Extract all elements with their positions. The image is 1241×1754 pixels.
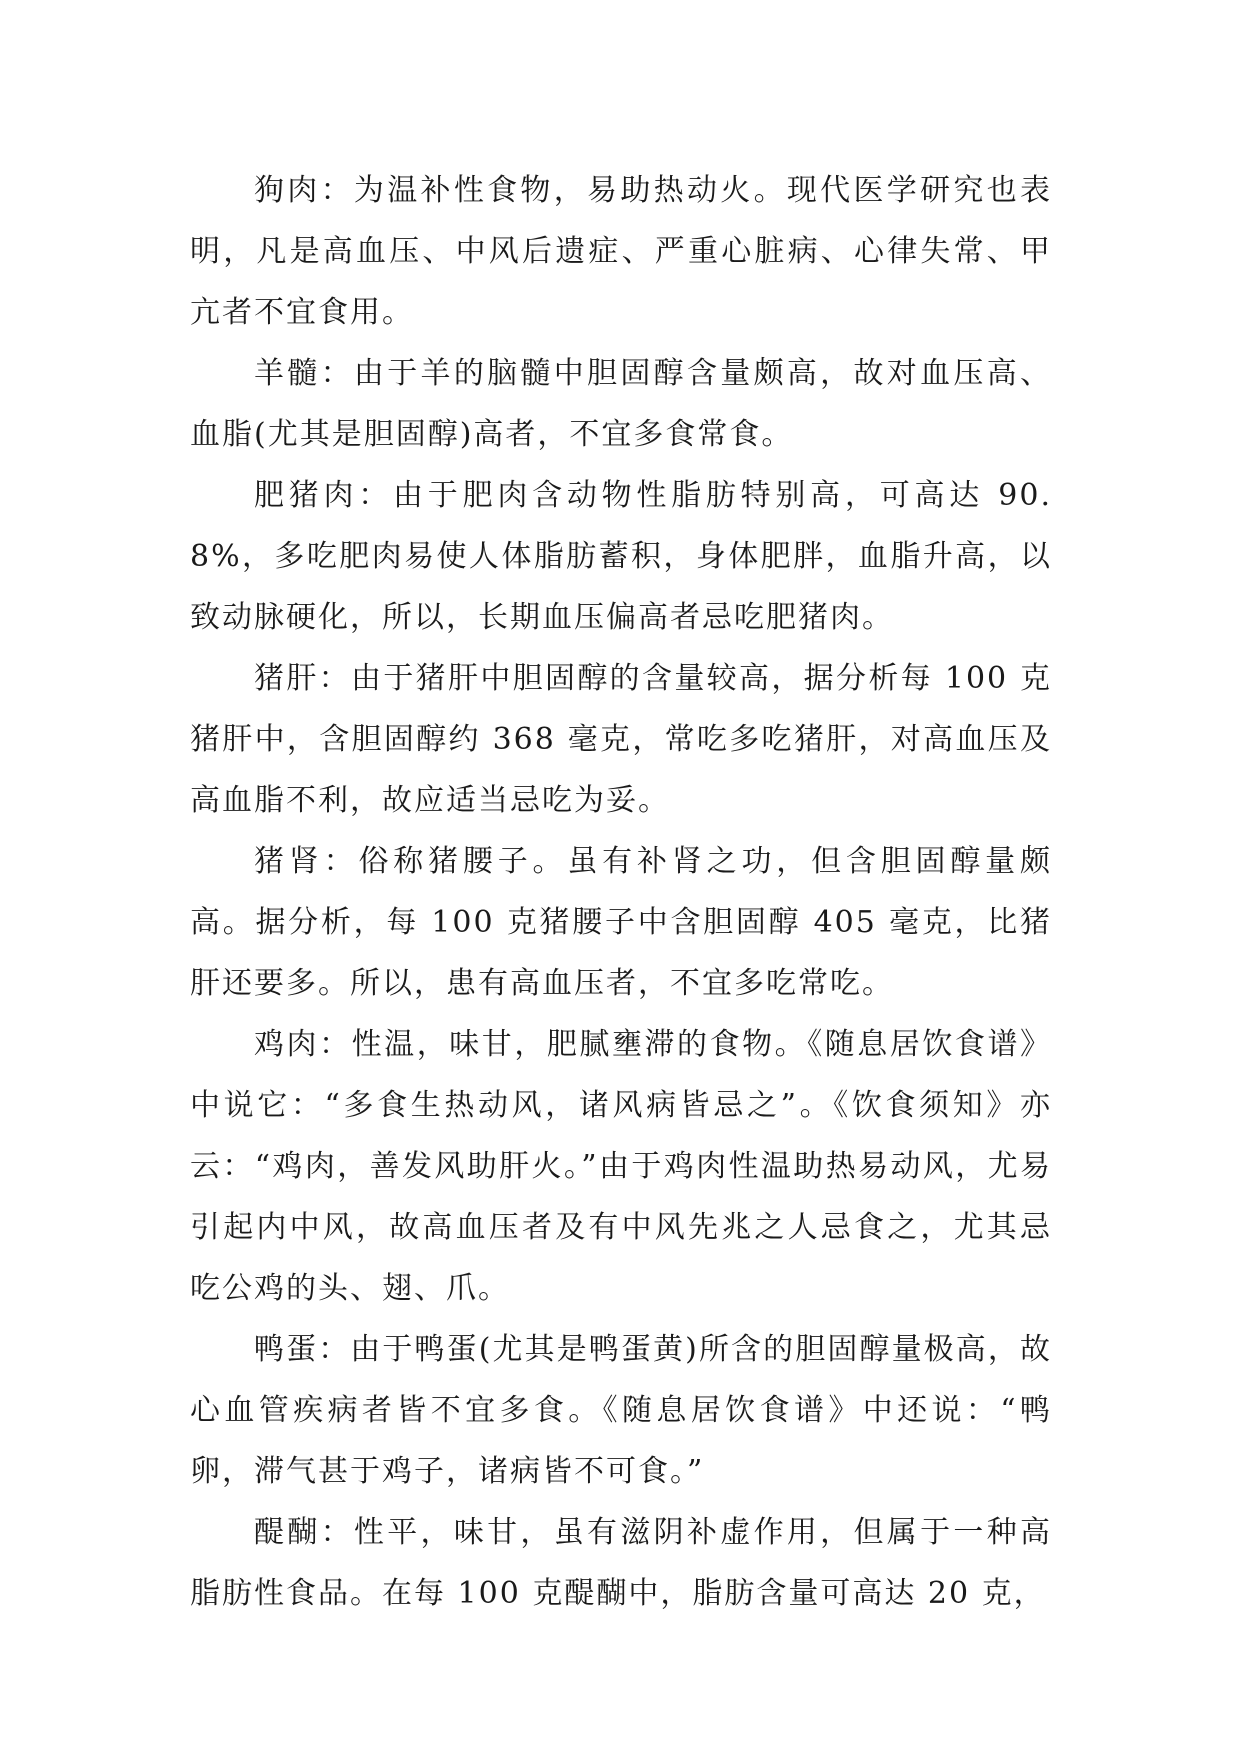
paragraph-dog-meat: 狗肉：为温补性食物，易助热动火。现代医学研究也表明，凡是高血压、中风后遗症、严重心脏病、心律失常、甲亢者不宜食用。 (190, 173, 1052, 330)
paragraph-pork-liver: 猪肝：由于猪肝中胆固醇的含量较高，据分析每 100 克猪肝中，含胆固醇约 368 毫克，常吃多吃猪肝，对高血压及高血脂不利，故应适当忌吃为妥。 (190, 661, 1052, 818)
document-body (190, 160, 1052, 1624)
paragraph-fatty-pork: 肥猪肉：由于肥肉含动物性脂肪特别高，可高达 90.8%，多吃肥肉易使人体脂肪蓄积，身体肥胖，血脂升高，以致动脉硬化，所以，长期血压偏高者忌吃肥猪肉。 (190, 478, 1052, 635)
paragraph-pork-kidney: 猪肾：俗称猪腰子。虽有补肾之功，但含胆固醇量颇高。据分析，每 100 克猪腰子中含胆固醇 405 毫克，比猪肝还要多。所以，患有高血压者，不宜多吃常吃。 (190, 844, 1052, 1001)
paragraph-chicken: 鸡肉：性温，味甘，肥腻壅滞的食物。《随息居饮食谱》中说它：“多食生热动风，诸风病皆忌之”。《饮食须知》亦云：“鸡肉，善发风助肝火。”由于鸡肉性温助热易动风，尤易引起内中风，故高血压者及有中风先兆之人忌食之，尤其忌吃公鸡的头、翅、爪。 (190, 1027, 1052, 1306)
paragraph-duck-egg: 鸭蛋：由于鸭蛋(尤其是鸭蛋黄)所含的胆固醇量极高，故心血管疾病者皆不宜多食。《随息居饮食谱》中还说：“鸭卵，滞气甚于鸡子，诸病皆不可食。” (190, 1332, 1052, 1489)
paragraph-sheep-marrow: 羊髓：由于羊的脑髓中胆固醇含量颇高，故对血压高、血脂(尤其是胆固醇)高者，不宜多食常食。 (190, 356, 1052, 452)
paragraph-tihu: 醍醐：性平，味甘，虽有滋阴补虚作用，但属于一种高脂肪性食品。在每 100 克醍醐中，脂肪含量可高达 20 克， (190, 1515, 1052, 1611)
